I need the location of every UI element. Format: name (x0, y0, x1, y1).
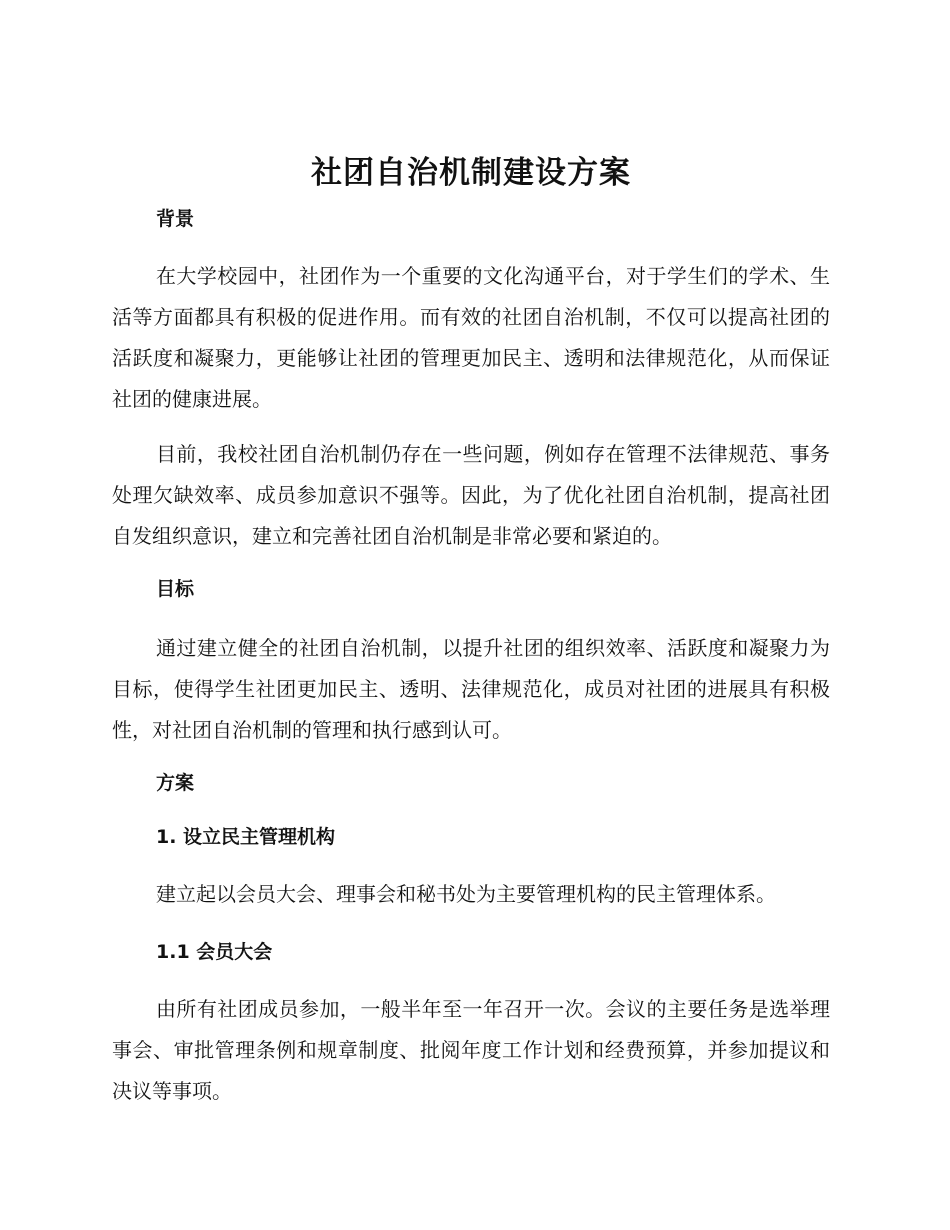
document-page (112, 148, 830, 1112)
background-paragraph-2: 目前，我校社团自治机制仍存在一些问题，例如存在管理不法律规范、事务处理欠缺效率、成员参加意识不强等。因此，为了优化社团自治机制，提高社团自发组织意识，建立和完善社团自治机制是非常必要和紧迫的。 (112, 442, 830, 548)
document-title: 社团自治机制建设方案 (311, 155, 631, 191)
subsection-1-1-paragraph: 由所有社团成员参加，一般半年至一年召开一次。会议的主要任务是选举理事会、审批管理条例和规章制度、批阅年度工作计划和经费预算，并参加提议和决议等事项。 (112, 997, 830, 1103)
section-heading-goal: 目标 (156, 578, 195, 600)
subsection-heading-1: 1. 设立民主管理机构 (156, 826, 336, 848)
subsection-heading-1-1: 1.1 会员大会 (156, 941, 273, 963)
section-heading-background: 背景 (156, 208, 195, 230)
goal-paragraph: 通过建立健全的社团自治机制，以提升社团的组织效率、活跃度和凝聚力为目标，使得学生社团更加民主、透明、法律规范化，成员对社团的进展具有积极性，对社团自治机制的管理和执行感到认可。 (112, 636, 830, 742)
section-heading-plan: 方案 (156, 772, 195, 794)
background-paragraph-1: 在大学校园中，社团作为一个重要的文化沟通平台，对于学生们的学术、生活等方面都具有积极的促进作用。而有效的社团自治机制，不仅可以提高社团的活跃度和凝聚力，更能够让社团的管理更加民主、透明和法律规范化，从而保证社团的健康进展。 (112, 264, 830, 411)
subsection-1-paragraph: 建立起以会员大会、理事会和秘书处为主要管理机构的民主管理体系。 (156, 882, 776, 906)
